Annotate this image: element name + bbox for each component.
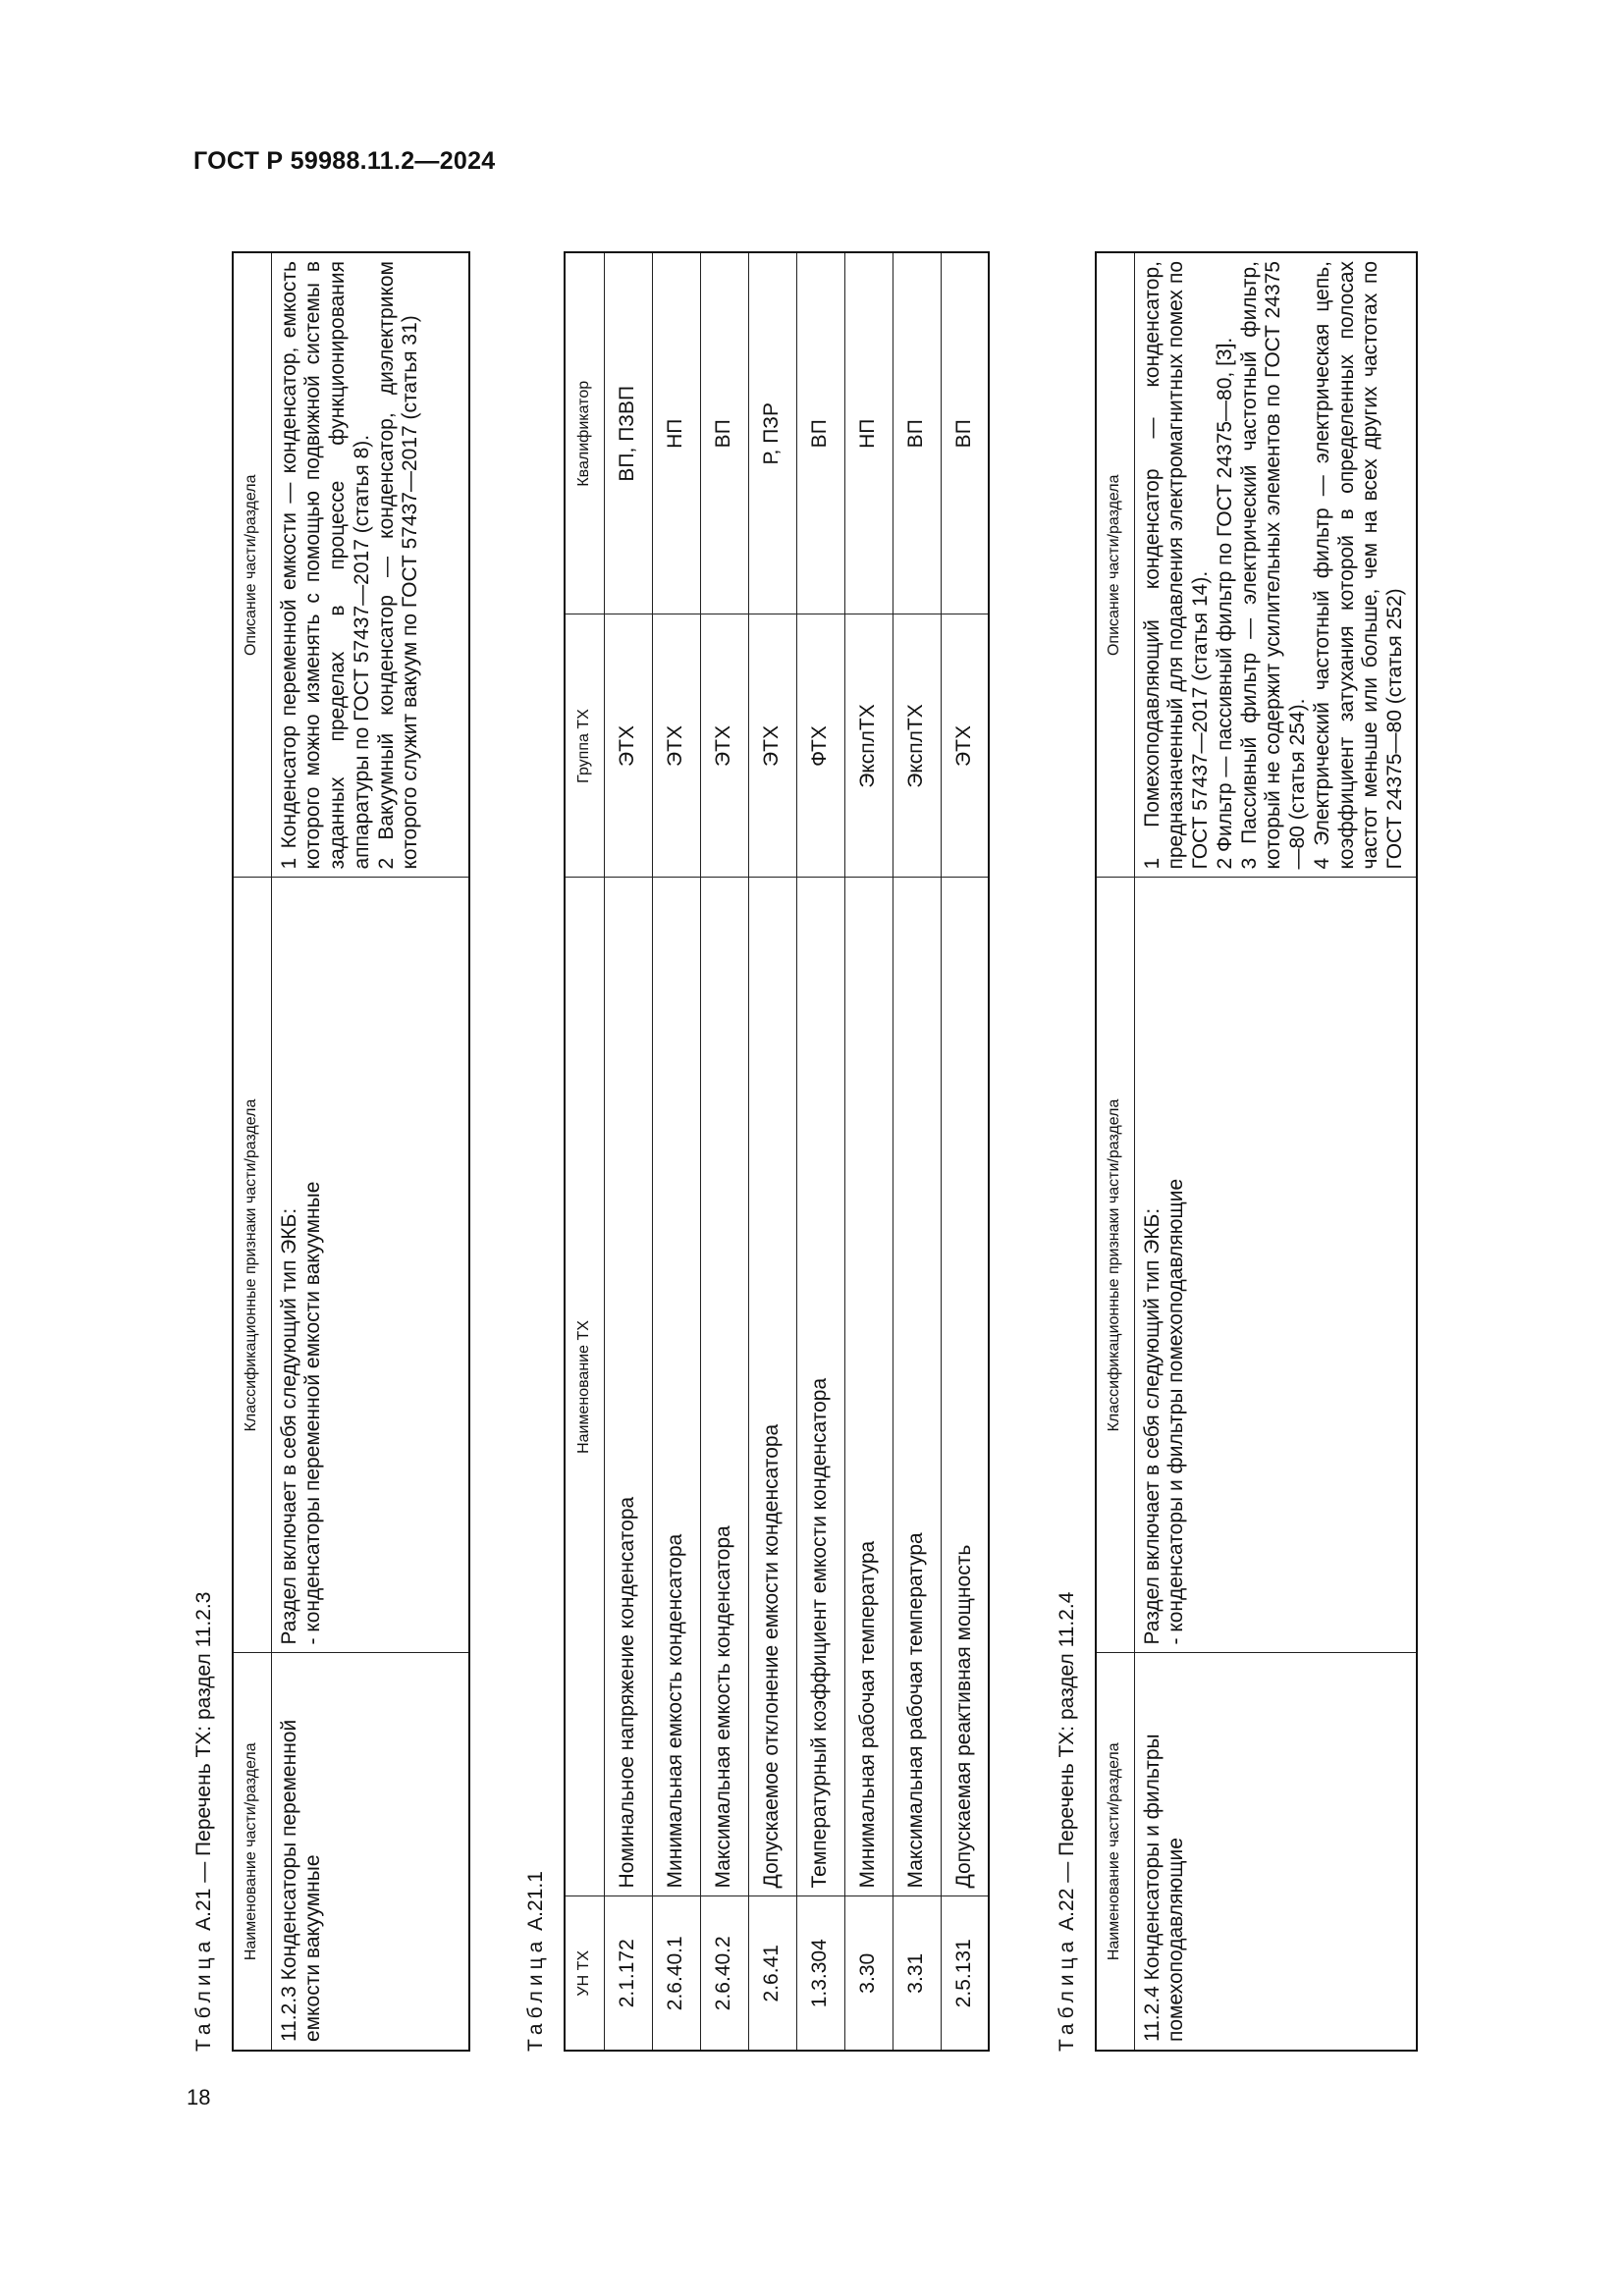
table-a22-name: 11.2.4 Конденсаторы и фильтры помехоподавляющие [1134, 1653, 1417, 2051]
cell-name: Допускаемая реактивная мощность [941, 878, 989, 1896]
cell-code: 3.31 [893, 1896, 941, 2051]
table-row [748, 252, 796, 2051]
cell-name: Минимальная рабочая температура [844, 878, 893, 1896]
cell-qualifier: Р, ПЗР [748, 252, 796, 614]
page-number: 18 [187, 2085, 211, 2109]
table-a21-header-features: Классификационные признаки части/раздела [233, 878, 271, 1653]
cell-code: 1.3.304 [796, 1896, 844, 2051]
cell-code: 3.30 [844, 1896, 893, 2051]
table-a22-features: Раздел включает в себя следующий тип ЭКБ: - конденсаторы и фильтры помехоподавляющие [1134, 878, 1417, 1653]
cell-code: 2.1.172 [604, 1896, 652, 2051]
cell-group: ЭТХ [748, 614, 796, 878]
cell-code: 2.5.131 [941, 1896, 989, 2051]
table-a21-header-description: Описание части/раздела [233, 252, 271, 878]
table-a21-description: 1 Конденсатор переменной емкости — конденсатор, емкость которого можно изменять с помощью подвижной системы в заданных пределах в процессе функционирования аппаратуры по ГОСТ 57437—2017 (статья 8). 2 Вакуумный конденсатор — конденсатор, диэлектриком которого служит вакуум по ГОСТ 57437—2017 (статья 31) [271, 252, 469, 878]
cell-qualifier: ВП [941, 252, 989, 614]
table-a211-caption: Таблица А.21.1 [524, 1871, 547, 2052]
table-a211 [564, 251, 990, 2052]
cell-name: Минимальная емкость конденсатора [652, 878, 700, 1896]
table-a22-header-description: Описание части/раздела [1096, 252, 1134, 878]
table-a211-header-group: Группа ТХ [565, 614, 604, 878]
table-a22-block [1056, 253, 1418, 2052]
cell-group: ЭТХ [941, 614, 989, 878]
cell-group: ЭТХ [604, 614, 652, 878]
cell-group: ЭТХ [652, 614, 700, 878]
cell-group: ЭТХ [700, 614, 748, 878]
cell-qualifier: ВП [893, 252, 941, 614]
cell-qualifier: ВП, ПЗВП [604, 252, 652, 614]
table-row [941, 252, 989, 2051]
cell-group: ФТХ [796, 614, 844, 878]
cell-qualifier: ВП [700, 252, 748, 614]
document-header: ГОСТ Р 59988.11.2—2024 [193, 147, 496, 175]
cell-code: 2.6.41 [748, 1896, 796, 2051]
table-a22-header-name: Наименование части/раздела [1096, 1653, 1134, 2051]
table-row [844, 252, 893, 2051]
table-a21-header-name: Наименование части/раздела [233, 1653, 271, 2051]
table-a211-header-name: Наименование ТХ [565, 878, 604, 1896]
cell-name: Номинальное напряжение конденсатора [604, 878, 652, 1896]
table-row [893, 252, 941, 2051]
table-row [604, 252, 652, 2051]
table-a21-features: Раздел включает в себя следующий тип ЭКБ: - конденсаторы переменной емкости вакуумные [271, 878, 469, 1653]
cell-group: ЭксплТХ [844, 614, 893, 878]
table-row [796, 252, 844, 2051]
cell-qualifier: ВП [796, 252, 844, 614]
table-a211-block [524, 253, 990, 2052]
cell-qualifier: НП [844, 252, 893, 614]
table-a21 [232, 251, 470, 2052]
cell-name: Допускаемое отклонение емкости конденсатора [748, 878, 796, 1896]
table-a211-header-qualifier: Квалификатор [565, 252, 604, 614]
table-a211-header-code: УН ТХ [565, 1896, 604, 2051]
cell-name: Температурный коэффициент емкости конденсатора [796, 878, 844, 1896]
cell-code: 2.6.40.2 [700, 1896, 748, 2051]
cell-qualifier: НП [652, 252, 700, 614]
table-a21-block [192, 253, 470, 2052]
table-a22-description: 1 Помехоподавляющий конденсатор — конденсатор, предназначенный для подавления электромагнитных помех по ГОСТ 57437—2017 (статья 14). 2 Фильтр — пассивный фильтр по ГОСТ 24375—80, [3]. 3 Пассивный фильтр — электрический частотный фильтр, который не содержит усилительных элементов по ГОСТ 24375—80 (статья 254). 4 Электрический частотный фильтр — электрическая цепь, коэффициент затухания которой в определенных полосах частот меньше или больше, чем на всех других частотах по ГОСТ 24375—80 (статья 252) [1134, 252, 1417, 878]
cell-name: Максимальная емкость конденсатора [700, 878, 748, 1896]
table-a22-header-features: Классификационные признаки части/раздела [1096, 878, 1134, 1653]
cell-code: 2.6.40.1 [652, 1896, 700, 2051]
table-row [652, 252, 700, 2051]
table-a22-caption: Таблица А.22 — Перечень ТХ: раздел 11.2.4 [1056, 1591, 1078, 2052]
table-a21-caption: Таблица А.21 — Перечень ТХ: раздел 11.2.3 [192, 1591, 215, 2052]
table-a22 [1095, 251, 1418, 2052]
table-a21-name: 11.2.3 Конденсаторы переменной емкости вакуумные [271, 1653, 469, 2051]
cell-group: ЭксплТХ [893, 614, 941, 878]
table-row [700, 252, 748, 2051]
cell-name: Максимальная рабочая температура [893, 878, 941, 1896]
